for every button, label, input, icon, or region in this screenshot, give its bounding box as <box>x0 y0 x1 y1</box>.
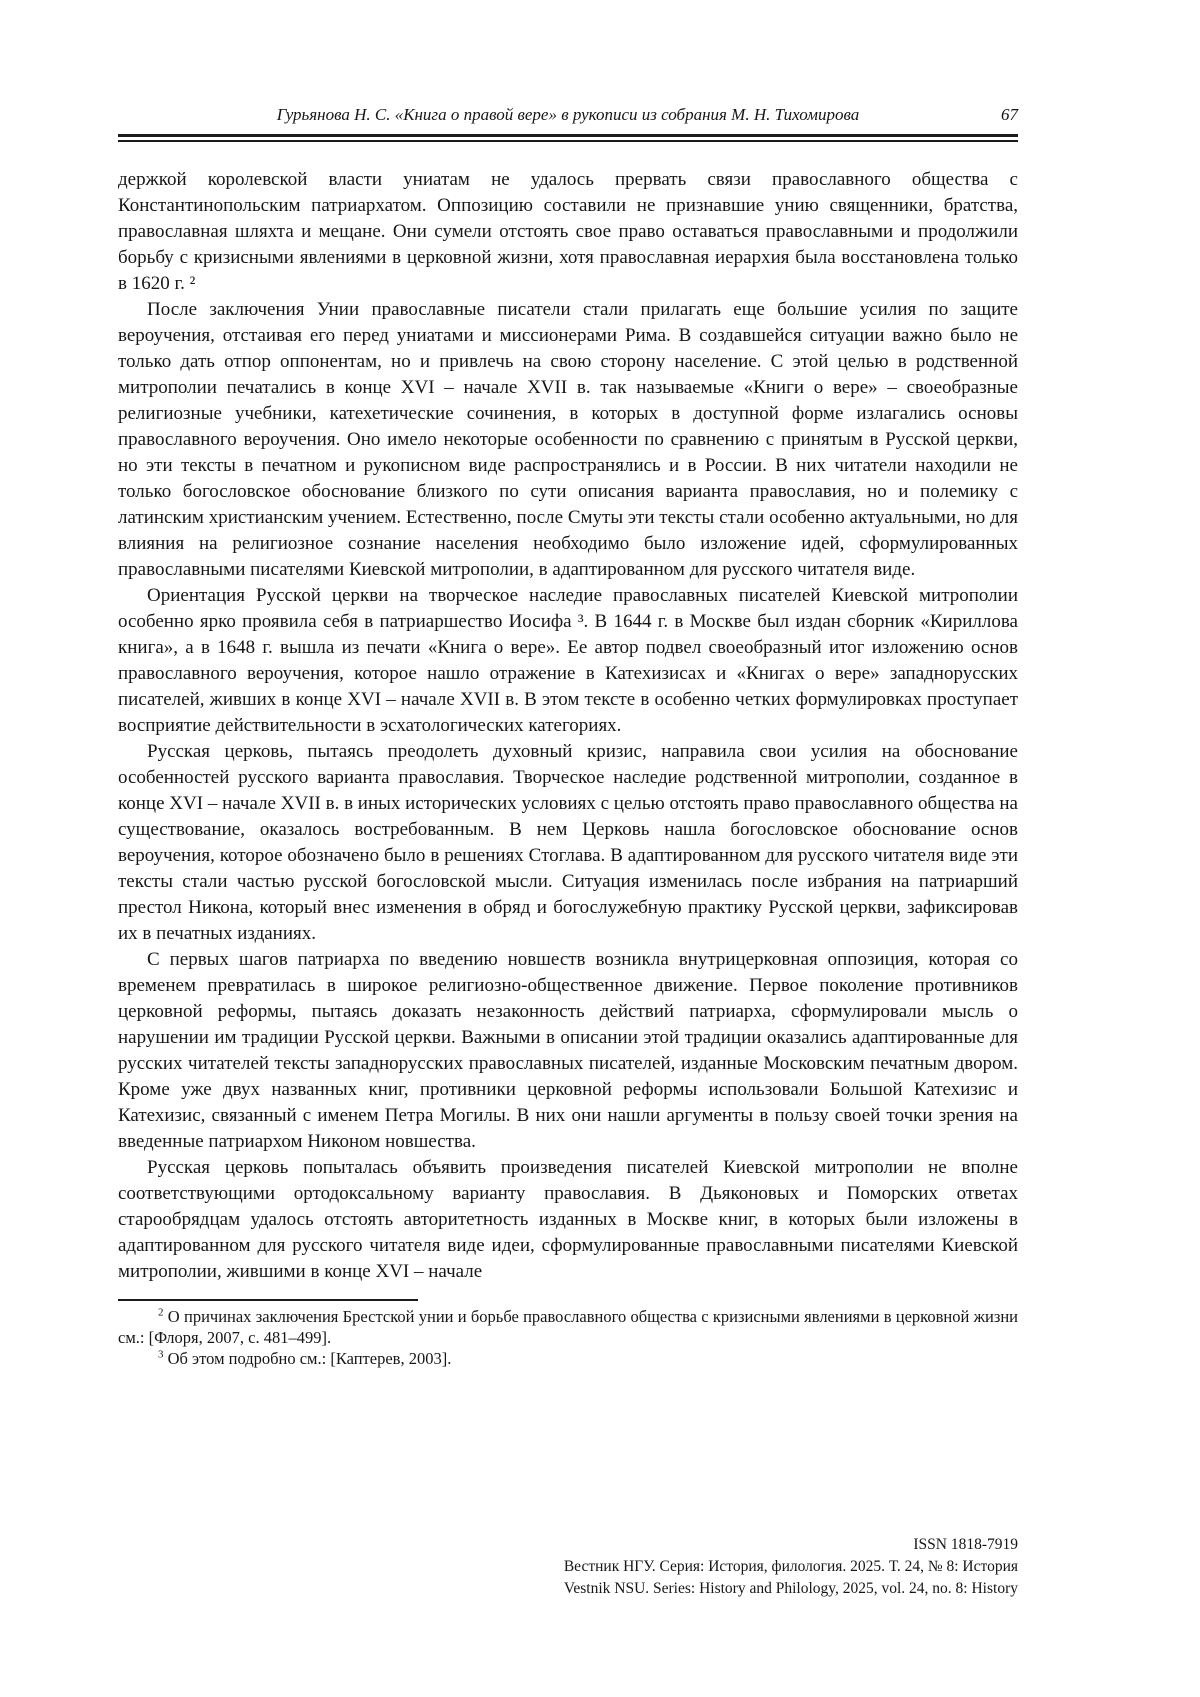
paragraph-4: Русская церковь, пытаясь преодолеть духовный кризис, направила свои усилия на обоснование особенностей русского варианта православия. Творческое наследие родственной митрополии, созданное в конце XVI – начале XVII в. в иных исторических условиях с целью отстоять право православного общества на существование, оказалось востребованным. В нем Церковь нашла богословское обоснование основ вероучения, которое обозначено было в решениях Стоглава. В адаптированном для русского читателя виде эти тексты стали частью русской богословской мысли. Ситуация изменилась после избрания на патриарший престол Никона, который внес изменения в обряд и богослужебную практику Русской церкви, зафиксировав их в печатных изданиях. <box>118 741 1018 944</box>
paragraph-5: С первых шагов патриарха по введению новшеств возникла внутрицерковная оппозиция, которая со временем превратилась в широкое религиозно-общественное движение. Первое поколение противников церковной реформы, пытаясь доказать незаконность действий патриарха, сформулировали мысль о нарушении им традиции Русской церкви. Важными в описании этой традиции оказались адаптированные для русских читателей тексты западнорусских православных писателей, изданные Московским печатным двором. Кроме уже двух названных книг, противники церковной реформы использовали Большой Катехизис и Катехизис, связанный с именем Петра Могилы. В них они нашли аргументы в пользу своей точки зрения на введенные патриархом Никоном новшества. <box>118 949 1018 1152</box>
paragraph-2: После заключения Унии православные писатели стали прилагать еще большие усилия по защите вероучения, отстаивая его перед униатами и миссионерами Рима. В создавшейся ситуации важно было не только дать отпор оппонентам, но и привлечь на свою сторону население. С этой целью в родственной митрополии печатались в конце XVI – начале XVII в. так называемые «Книги о вере» – своеобразные религиозные учебники, катехетические сочинения, в которых в доступной форме излагались основы православного вероучения. Оно имело некоторые особенности по сравнению с принятым в Русской церкви, но эти тексты в печатном и рукописном виде распространялись и в России. В них читатели находили не только богословское обоснование близкого по сути описания варианта православия, но и полемику с латинским христианским учением. Естественно, после Смуты эти тексты стали особенно актуальными, но для влияния на религиозное сознание населения необходимо было изложение идей, сформулированных православными писателями Киевской митрополии, в адаптированном для русского читателя виде. <box>118 299 1018 580</box>
paragraph-3: Ориентация Русской церкви на творческое наследие православных писателей Киевской митрополии особенно ярко проявила себя в патриаршество Иосифа ³. В 1644 г. в Москве был издан сборник «Кириллова книга», а в 1648 г. вышла из печати «Книга о вере». Ее автор подвел своеобразный итог изложению основ православного вероучения, которое нашло отражение в Катехизисах и «Книгах о вере» западнорусских писателей, живших в конце XVI – начале XVII в. В этом тексте в особенно четких формулировках проступает восприятие действительности в эсхатологических категориях. <box>118 585 1018 736</box>
footnote-2: $^2$ О причинах заключения Брестской унии и борьбе православного общества с кризисными явлениями в церковной жизни см.: [Флоря, 2007, с. 481–499]. <box>118 1306 1018 1347</box>
header-rule <box>118 134 1018 142</box>
article-body <box>118 167 1018 1285</box>
imprint-line-2: Вестник НГУ. Серия: История, филология. 2025. Т. 24, № 8: История <box>563 1558 1018 1575</box>
footnotes-section <box>118 1306 1018 1369</box>
imprint-line-3: Vestnik NSU. Series: History and Philology, 2025, vol. 24, no. 8: History <box>563 1580 1018 1597</box>
footnote-marker-2: 2 <box>158 1306 164 1319</box>
footnote-separator <box>118 1299 418 1301</box>
footnote-3: $^3$ Об этом подробно см.: [Каптерев, 2003]. <box>158 1348 452 1368</box>
running-header <box>118 104 1018 126</box>
footnote-marker-3: 3 <box>158 1348 164 1361</box>
running-title: Гурьянова Н. С. «Книга о правой вере» в рукописи из собрания М. Н. Тихомирова <box>276 105 860 124</box>
paragraph-1: держкой королевской власти униатам не удалось прервать связи православного общества с Константинопольским патриархатом. Оппозицию составили не признавшие унию священники, братства, православная шляхта и мещане. Они сумели отстоять свое право оставаться православными и продолжили борьбу с кризисными явлениями в церковной жизни, хотя православная иерархия была восстановлена только в 1620 г. ² <box>118 169 1018 294</box>
journal-imprint <box>564 1534 1018 1600</box>
paragraph-6: Русская церковь попыталась объявить произведения писателей Киевской митрополии не вполне соответствующими ортодоксальному варианту православия. В Дьяконовых и Поморских ответах старообрядцам удалось отстоять авторитетность изданных в Москве книг, в которых были изложены в адаптированном для русского читателя виде идеи, сформулированные православными писателями Киевской митрополии, жившими в конце XVI – начале <box>118 1157 1018 1282</box>
page-number: 67 <box>1001 105 1018 124</box>
imprint-line-1: ISSN 1818-7919 <box>913 1536 1018 1553</box>
